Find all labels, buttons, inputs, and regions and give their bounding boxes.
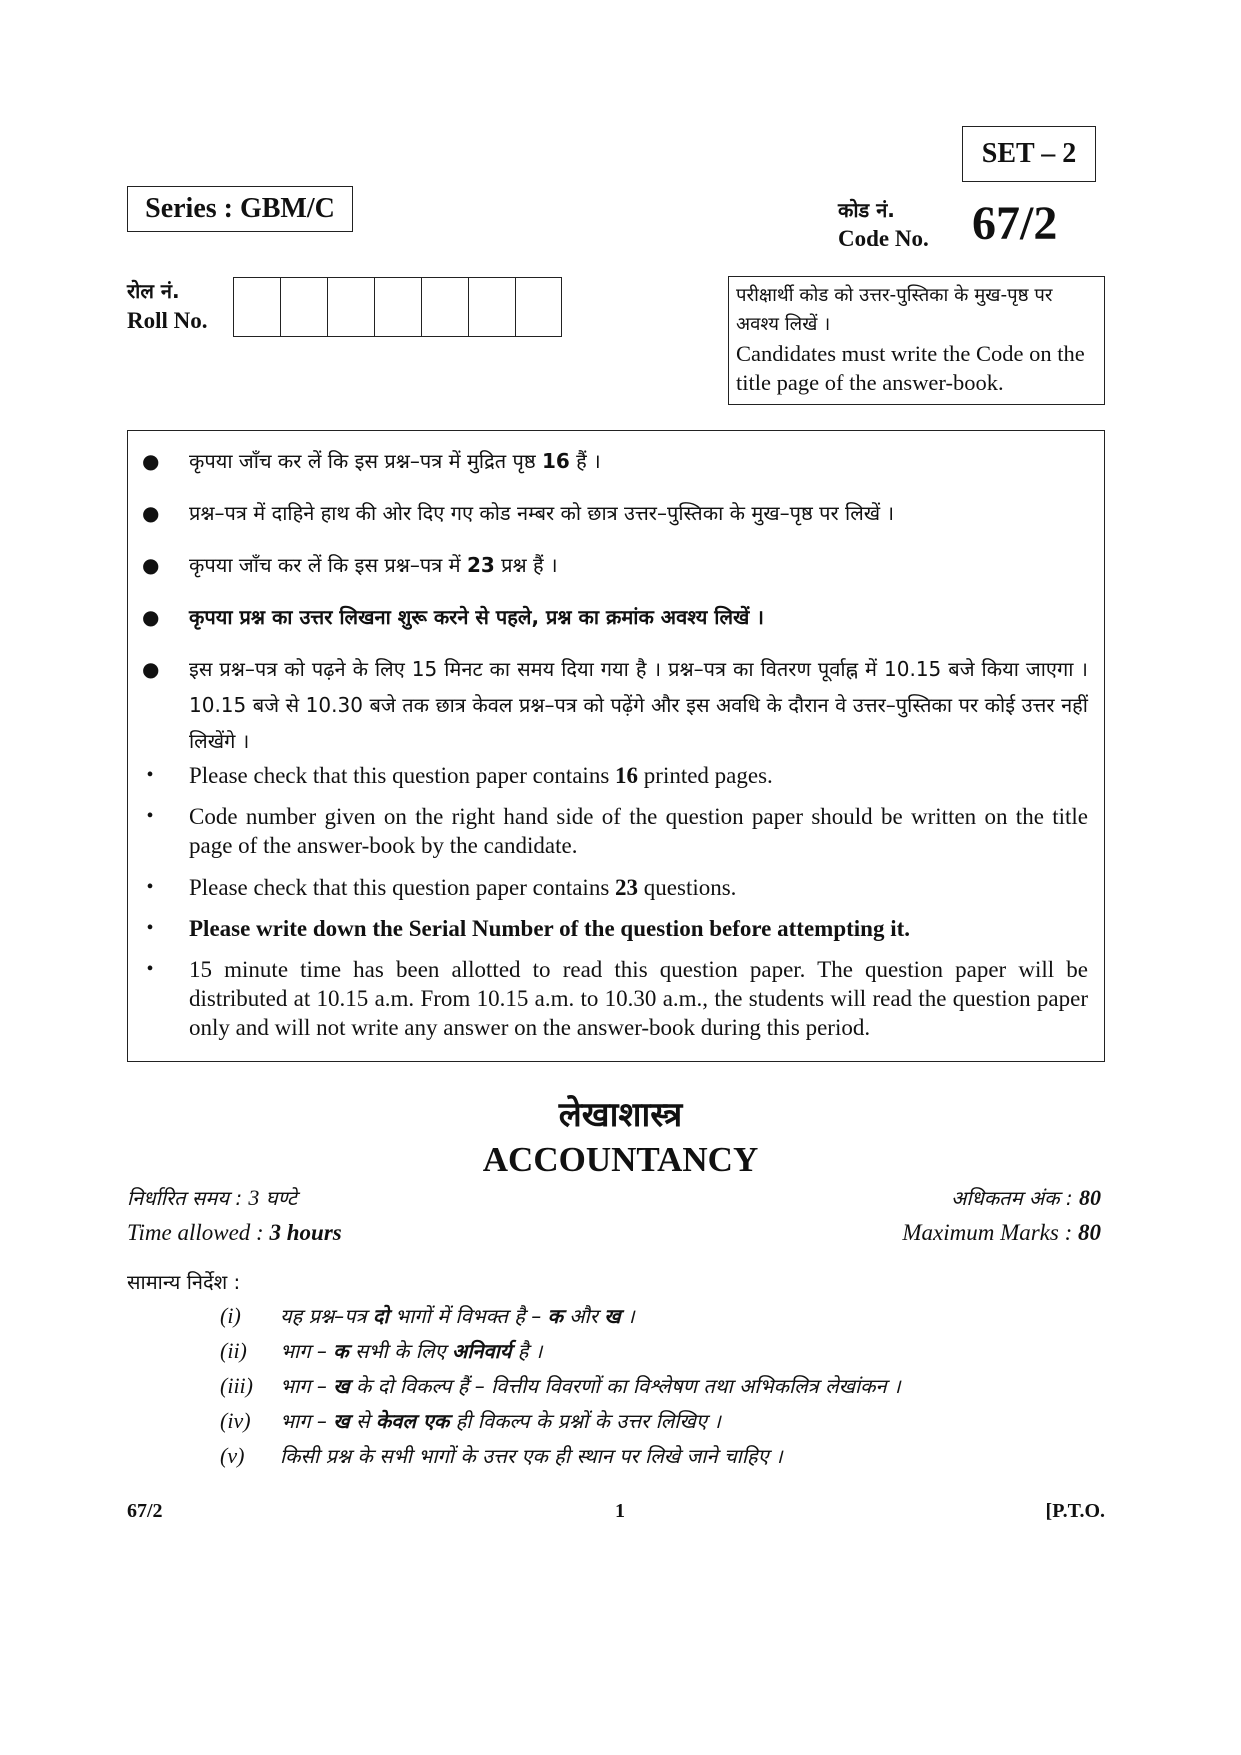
general-instruction-item: (iii) भाग – ख के दो विकल्प हैं – वित्तीय विवरणों का विश्लेषण तथा अभिकलित्र लेखांकन । bbox=[220, 1373, 901, 1398]
instruction-item: • Please check that this question paper contains 16 printed pages. bbox=[128, 761, 1088, 790]
instruction-item: • Please check that this question paper contains 23 questions. bbox=[128, 873, 1088, 902]
general-instruction-item: (iv) भाग – ख से केवल एक ही विकल्प के प्रश्नों के उत्तर लिखिए । bbox=[220, 1408, 721, 1433]
candidate-note-hindi: परीक्षार्थी कोड को उत्तर-पुस्तिका के मुख-पृष्ठ पर अवश्य लिखें । bbox=[736, 285, 1053, 335]
roll-number-boxes[interactable] bbox=[233, 277, 562, 337]
code-label-english: Code No. bbox=[838, 226, 929, 251]
roll-digit-box[interactable] bbox=[233, 278, 280, 336]
general-instruction-item: (v) किसी प्रश्न के सभी भागों के उत्तर एक ही स्थान पर लिखे जाने चाहिए । bbox=[220, 1443, 783, 1468]
general-instructions-title: सामान्य निर्देश : bbox=[127, 1270, 241, 1294]
time-allowed-english: Time allowed : 3 hours bbox=[127, 1220, 342, 1245]
instruction-item: ● प्रश्न–पत्र में दाहिने हाथ की ओर दिए गए कोड नम्बर को छात्र उत्तर–पुस्तिका के मुख–पृष्ठ पर लिखें । bbox=[128, 495, 1088, 531]
max-marks-hindi: अधिकतम अंक : 80 bbox=[951, 1185, 1101, 1210]
general-instruction-item: (ii) भाग – क सभी के लिए अनिवार्य है । bbox=[220, 1338, 543, 1363]
instruction-item: ● कृपया जाँच कर लें कि इस प्रश्न–पत्र में मुद्रित पृष्ठ 16 हैं । bbox=[128, 443, 1088, 479]
bullet-icon: ● bbox=[142, 605, 160, 629]
roll-digit-box[interactable] bbox=[374, 278, 421, 336]
max-marks-english: Maximum Marks : 80 bbox=[902, 1220, 1101, 1245]
candidate-note-box bbox=[728, 276, 1105, 405]
roll-label-english: Roll No. bbox=[127, 308, 208, 333]
roll-digit-box[interactable] bbox=[515, 278, 562, 336]
general-instruction-item: (i) यह प्रश्न–पत्र दो भागों में विभक्त है – क और ख । bbox=[220, 1303, 635, 1328]
bullet-icon: ● bbox=[142, 501, 160, 525]
bullet-icon: • bbox=[146, 958, 154, 980]
subject-title-hindi: लेखाशास्त्र bbox=[558, 1095, 683, 1135]
bullet-icon: ● bbox=[142, 553, 160, 577]
bullet-icon: ● bbox=[142, 657, 160, 681]
pto-label: [P.T.O. bbox=[1045, 1500, 1105, 1522]
roll-digit-box[interactable] bbox=[280, 278, 327, 336]
footer-code: 67/2 bbox=[127, 1500, 163, 1522]
bullet-icon: • bbox=[146, 805, 154, 827]
instruction-item: • Please write down the Serial Number of the question before attempting it. bbox=[128, 914, 1088, 943]
subject-title-english: ACCOUNTANCY bbox=[482, 1140, 759, 1179]
bullet-icon: ● bbox=[142, 449, 160, 473]
instruction-item: ● कृपया जाँच कर लें कि इस प्रश्न–पत्र में 23 प्रश्न हैं । bbox=[128, 547, 1088, 583]
page-number: 1 bbox=[615, 1500, 625, 1522]
code-label-hindi: कोड नं. bbox=[838, 198, 895, 222]
code-number: 67/2 bbox=[972, 197, 1058, 250]
series-label: Series : GBM/C bbox=[127, 186, 353, 232]
bullet-icon: • bbox=[146, 917, 154, 939]
instruction-item: ● कृपया प्रश्न का उत्तर लिखना शुरू करने से पहले, प्रश्न का क्रमांक अवश्य लिखें । bbox=[128, 599, 1088, 635]
bullet-icon: • bbox=[146, 876, 154, 898]
bullet-icon: • bbox=[146, 764, 154, 786]
candidate-note-english: Candidates must write the Code on the title page of the answer-book. bbox=[736, 341, 1085, 395]
roll-label-hindi: रोल नं. bbox=[127, 279, 180, 303]
roll-digit-box[interactable] bbox=[327, 278, 374, 336]
instruction-item: ● इस प्रश्न–पत्र को पढ़ने के लिए 15 मिनट का समय दिया गया है । प्रश्न–पत्र का वितरण पूर्वाह्न में 10.15 बजे किया जाएगा । 10.15 बजे से 10.30 बजे तक छात्र केवल प्रश्न–पत्र को पढ़ेंगे और इस अवधि के दौरान वे उत्तर–पुस्तिका पर कोई उत्तर नहीं लिखेंगे । bbox=[128, 651, 1088, 759]
instructions-box bbox=[127, 430, 1105, 1062]
roll-digit-box[interactable] bbox=[421, 278, 468, 336]
instruction-item: • 15 minute time has been allotted to read this question paper. The question paper will be distributed at 10.15 a.m. From 10.15 a.m. to 10.30 a.m., the students will read the question paper only and will not write any answer on the answer-book during this period. bbox=[128, 955, 1088, 1042]
set-label: SET – 2 bbox=[962, 126, 1096, 182]
instruction-item: • Code number given on the right hand side of the question paper should be written on the title page of the answer-book by the candidate. bbox=[128, 802, 1088, 860]
roll-digit-box[interactable] bbox=[468, 278, 515, 336]
time-allowed-hindi: निर्धारित समय : 3 घण्टे bbox=[127, 1185, 297, 1210]
